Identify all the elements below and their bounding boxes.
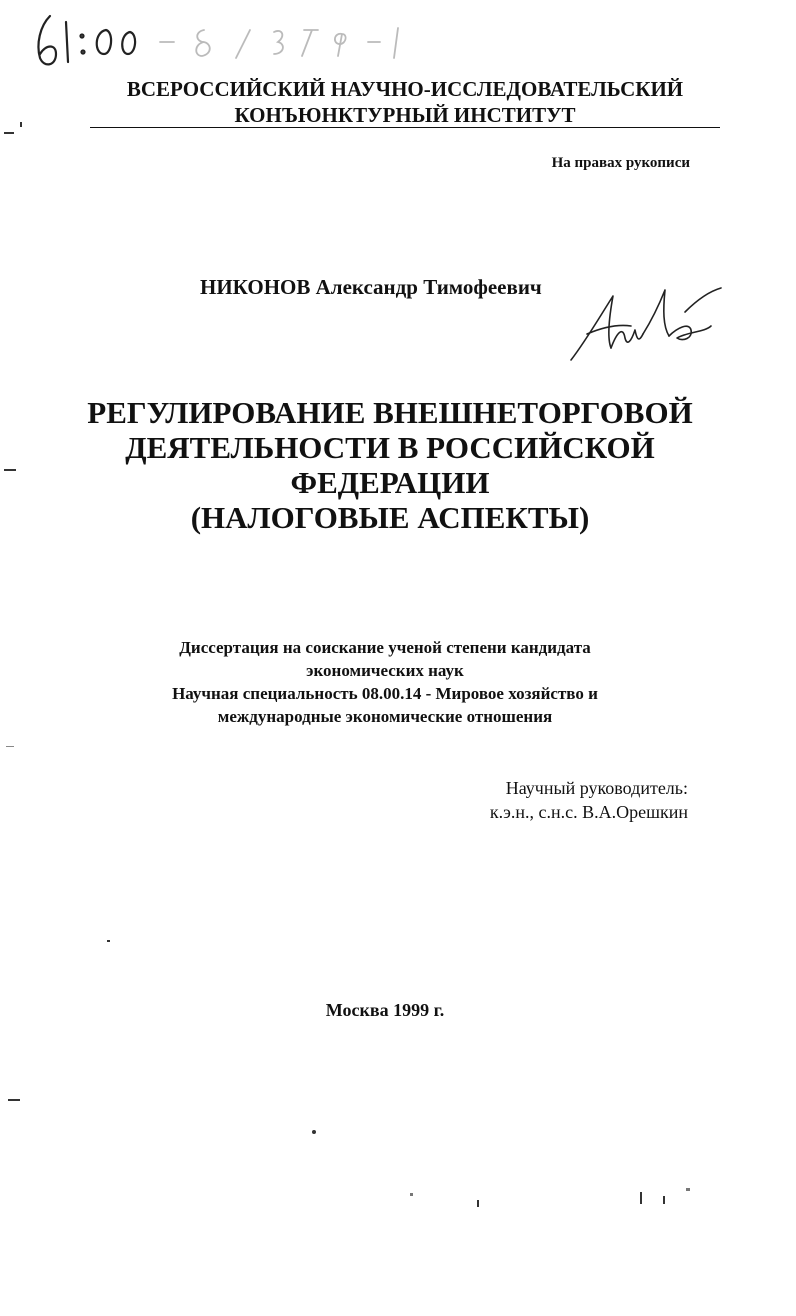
degree-line-3: Научная специальность 08.00.14 - Мировое хозяйство и <box>172 684 598 703</box>
degree-line-4: международные экономические отношения <box>217 707 553 726</box>
header-divider <box>90 127 720 128</box>
city-year: Москва 1999 г. <box>325 1000 445 1020</box>
institute-name <box>90 76 720 128</box>
scan-mark <box>8 1099 20 1101</box>
dissertation-title <box>60 395 720 535</box>
scan-mark <box>686 1188 690 1191</box>
title-line-2: ДЕЯТЕЛЬНОСТИ В РОССИЙСКОЙ <box>125 430 655 465</box>
handwritten-archive-number <box>28 8 408 70</box>
institute-line-1: ВСЕРОССИЙСКИЙ НАУЧНО-ИССЛЕДОВАТЕЛЬСКИЙ <box>126 77 684 101</box>
scan-mark <box>4 132 14 134</box>
scan-mark <box>477 1200 479 1207</box>
degree-line-2: экономических наук <box>306 661 464 680</box>
title-line-4: (НАЛОГОВЫЕ АСПЕКТЫ) <box>190 500 590 535</box>
supervisor-label: Научный руководитель: <box>505 778 688 798</box>
rights-note: На правах рукописи <box>551 155 690 171</box>
institute-line-2: КОНЪЮНКТУРНЫЙ ИНСТИТУТ <box>234 103 576 127</box>
scan-mark <box>107 940 110 942</box>
scan-mark <box>4 469 16 471</box>
author-name: НИКОНОВ Александр Тимофеевич <box>200 275 542 299</box>
supervisor-name: к.э.н., с.н.с. В.А.Орешкин <box>489 802 688 822</box>
scan-mark <box>410 1193 413 1196</box>
scan-mark <box>20 122 22 127</box>
title-line-3: ФЕДЕРАЦИИ <box>290 465 490 500</box>
title-line-1: РЕГУЛИРОВАНИЕ ВНЕШНЕТОРГОВОЙ <box>87 395 693 430</box>
scan-mark <box>312 1130 316 1134</box>
degree-statement <box>80 636 690 728</box>
scan-mark <box>663 1196 665 1204</box>
degree-line-1: Диссертация на соискание ученой степени кандидата <box>179 638 591 657</box>
supervisor-block <box>490 776 688 824</box>
author-signature <box>565 282 725 366</box>
scan-mark <box>640 1192 642 1204</box>
scan-mark <box>6 746 14 747</box>
